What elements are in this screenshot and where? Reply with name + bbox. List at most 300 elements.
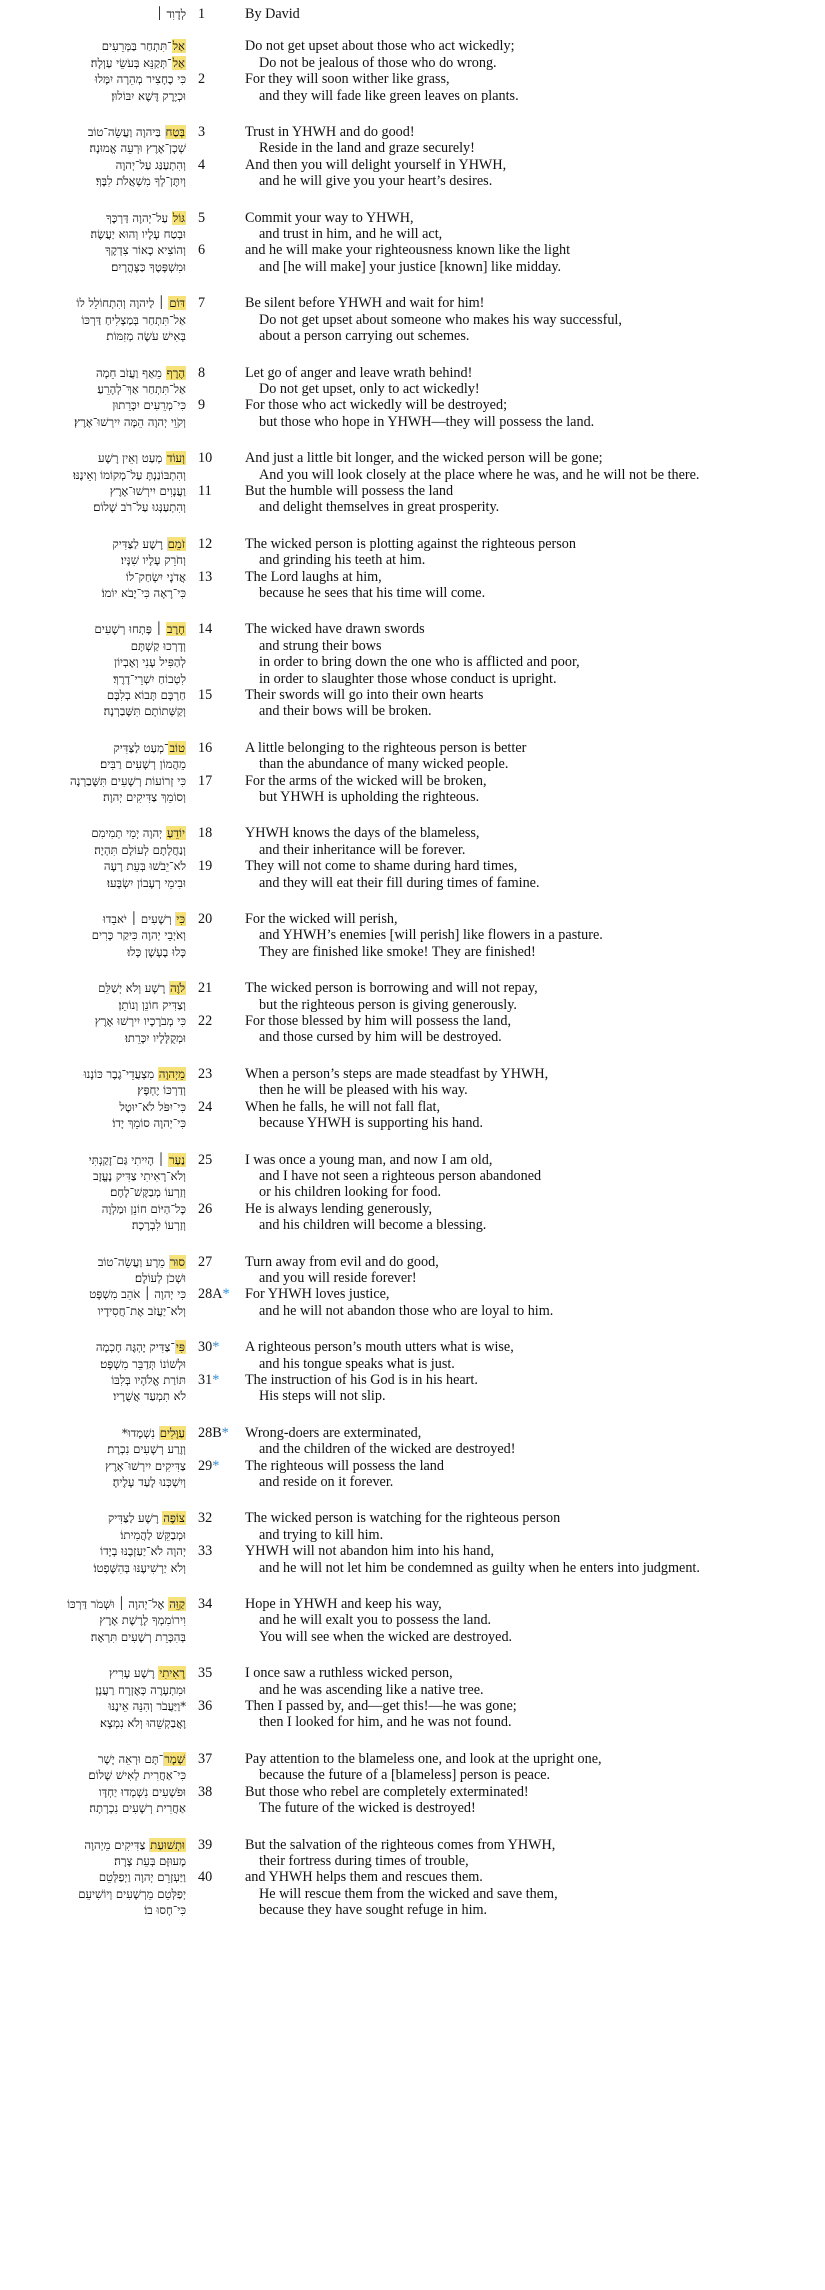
verse-number: 38 (198, 1783, 213, 1800)
hebrew-text: וְאֹיְבֵי יְהוָה כִּיקַר כָּרִים (91, 928, 186, 943)
verse-number: 3 (198, 124, 206, 141)
verse-text: The wicked have drawn swords (245, 621, 425, 638)
hebrew-line (0, 1152, 186, 1168)
verse-number: 22 (198, 1013, 213, 1030)
verse-line (198, 1902, 825, 1918)
verse-number (198, 1886, 245, 1902)
hebrew-line (0, 756, 186, 772)
hebrew-text: מִצְעֲדֵי־גֶבֶר כּוֹנָנוּ (83, 1066, 158, 1081)
verse-line (198, 1596, 825, 1612)
acrostic-letter-highlight: בְּטַח (165, 125, 185, 140)
hebrew-text: מֵאַף וַעֲזֹב חֵמָה (95, 365, 166, 380)
verse-text: Then I passed by, and—get this!—he was gone; (245, 1698, 517, 1715)
acrostic-letter-highlight: סוּר (169, 1254, 185, 1269)
acrostic-letter-highlight: פִּי (175, 1340, 185, 1355)
verse-text: Trust in YHWH and do good! (245, 124, 415, 141)
verse-text: I once saw a ruthless wicked person, (245, 1665, 453, 1682)
verse-text: and I have not seen a righteous person abandoned (259, 1167, 542, 1184)
verse-text: and trust in him, and he will act, (259, 226, 443, 243)
verse-line (198, 1303, 825, 1319)
verse-text: They will not come to shame during hard times, (245, 858, 518, 875)
hebrew-text: כִּי כֶחָצִיר מְהֵרָה יִמָּלוּ (94, 72, 186, 87)
verse-line (198, 1853, 825, 1869)
verse-text: Hope in YHWH and keep his way, (245, 1596, 442, 1613)
verse-text: For those blessed by him will possess the land, (245, 1013, 512, 1030)
verse-text: Their swords will go into their own hearts (245, 686, 484, 703)
verse-line (198, 858, 825, 874)
verse-number (198, 756, 245, 772)
hebrew-text: כִּי־יִפֹּל לֹא־יוּטָל (119, 1099, 186, 1114)
verse-number (198, 226, 245, 242)
hebrew-line (0, 467, 186, 483)
verse-number: 14 (198, 621, 213, 638)
verse-number (198, 140, 245, 156)
hebrew-text: לֹא־יֵבֹשׁוּ בְּעֵת רָעָה (103, 859, 186, 874)
verse-number (198, 1270, 245, 1286)
verse-number: 35 (198, 1665, 213, 1682)
hebrew-column (0, 1152, 186, 1234)
verse-line (198, 1886, 825, 1902)
hebrew-line (0, 1715, 186, 1731)
verse-text: When a person’s steps are made steadfast by YHWH, (245, 1065, 549, 1082)
verse-text: and YHWH’s enemies [will perish] like flowers in a pasture. (259, 927, 603, 944)
hebrew-text: וְדַרְכּוֹ יֶחְפָּץ׃ (137, 1083, 186, 1098)
hebrew-text: וְסוֹמֵךְ צַדִּיקִים יְהוָה׃ (103, 790, 186, 805)
verse-number (198, 1612, 245, 1628)
verse-number: 15 (198, 686, 213, 703)
hebrew-column (0, 38, 186, 104)
verse-line (198, 1152, 825, 1168)
hebrew-column (0, 1066, 186, 1132)
hebrew-line (0, 552, 186, 568)
acrostic-letter-highlight: עַוָּלִים (159, 1425, 185, 1440)
verse-line (198, 1560, 825, 1576)
hebrew-line (0, 1356, 186, 1372)
verse-line (198, 242, 825, 258)
verse-line (198, 703, 825, 719)
verse-line (198, 312, 825, 328)
stanza (0, 38, 825, 104)
verse-text: and the children of the wicked are destroyed! (259, 1441, 516, 1458)
hebrew-text: וְזַרְעוֹ לִבְרָכָה׃ (131, 1218, 186, 1233)
hebrew-column (0, 295, 186, 344)
hebrew-text: תּוֹרַת אֱלֹהָיו בְּלִבּוֹ (111, 1373, 186, 1387)
psalm-document (0, 6, 825, 1919)
hebrew-line (0, 789, 186, 805)
verse-line (198, 997, 825, 1013)
hebrew-text: עַל־יְהוָה דַּרְכֶּךָ (106, 210, 172, 225)
hebrew-text: מֵרָע וַעֲשֵׂה־טוֹב (97, 1254, 169, 1269)
verse-number (198, 1853, 245, 1869)
verse-number: 31* (198, 1371, 220, 1388)
hebrew-column (0, 1425, 186, 1491)
hebrew-text: וְזֶרַע רְשָׁעִים נִכְרָת׃ (107, 1442, 186, 1457)
acrostic-letter-highlight: גּוֹל (172, 210, 185, 225)
hebrew-line (0, 703, 186, 719)
verse-number (198, 1800, 245, 1816)
verse-line (198, 1099, 825, 1115)
hebrew-line (0, 1869, 186, 1885)
verse-line (198, 671, 825, 687)
hebrew-text: וְקַשְּׁתוֹתָם תִּשָּׁבַרְנָה׃ (103, 704, 186, 719)
hebrew-column (0, 1837, 186, 1919)
hebrew-line (0, 842, 186, 858)
verse-line (198, 397, 825, 413)
hebrew-line (0, 858, 186, 874)
verse-number (198, 1441, 245, 1457)
hebrew-text: רָשָׁע לַצַּדִּיק (112, 536, 167, 551)
hebrew-column (0, 210, 186, 276)
verse-text: For they will soon wither like grass, (245, 71, 450, 88)
verse-line (198, 1612, 825, 1628)
verse-text: and their bows will be broken. (259, 703, 432, 720)
verse-text: You will see when the wicked are destroyed. (259, 1628, 513, 1645)
hebrew-line (0, 1837, 186, 1853)
hebrew-line (0, 55, 186, 71)
hebrew-text: בְּהִכָּרֵת רְשָׁעִים תִּרְאֶה׃ (90, 1629, 186, 1644)
verse-line (198, 1372, 825, 1388)
verse-line (198, 1837, 825, 1853)
acrostic-letter-highlight: יוֹדֵעַ (166, 826, 185, 841)
hebrew-line (0, 638, 186, 654)
verse-text: Do not get upset, only to act wickedly! (259, 380, 480, 397)
verse-text: And just a little bit longer, and the wicked person will be gone; (245, 450, 603, 467)
reorder-asterisk-icon: * (212, 1457, 220, 1474)
hebrew-line (0, 1115, 186, 1131)
verse-number: 9 (198, 397, 206, 414)
hebrew-text: ־מְעַט לַצַּדִּיק (113, 740, 169, 755)
stanza (0, 1751, 825, 1817)
hebrew-text: כִּי מְבֹרָכָיו יִירְשׁוּ אָרֶץ (94, 1014, 186, 1029)
verse-line (198, 226, 825, 242)
verse-line (198, 687, 825, 703)
verse-number (198, 1560, 245, 1576)
hebrew-line (0, 1286, 186, 1302)
hebrew-text: רָשָׁע עָרִיץ (109, 1666, 159, 1681)
stanza (0, 1425, 825, 1491)
verse-text: and he will not let him be condemned as guilty when he enters into judgment. (259, 1559, 700, 1576)
hebrew-line (0, 1066, 186, 1082)
stanza (0, 1152, 825, 1234)
hebrew-text: יְהוָה יְמֵי תְמִימִם (91, 826, 166, 841)
verse-number (198, 638, 245, 654)
verse-text: But the salvation of the righteous comes from YHWH, (245, 1836, 556, 1853)
verse-number: 36 (198, 1698, 213, 1715)
hebrew-text: וִירוֹמִמְךָ לָרֶשֶׁת אָרֶץ (99, 1613, 186, 1628)
stanza (0, 911, 825, 960)
verse-number (198, 1388, 245, 1404)
verse-line (198, 621, 825, 637)
verse-number (198, 875, 245, 891)
hebrew-line (0, 1629, 186, 1645)
verse-line (198, 1201, 825, 1217)
verse-number: 12 (198, 535, 213, 552)
verse-text: and his children will become a blessing. (259, 1217, 487, 1234)
hebrew-text: נִשְׁמָדוּ* (121, 1425, 159, 1440)
verse-number: 6 (198, 242, 206, 259)
hebrew-line (0, 671, 186, 687)
hebrew-line (0, 1543, 186, 1559)
verse-number (198, 1217, 245, 1233)
verse-number (198, 927, 245, 943)
verse-number: 1 (198, 6, 206, 22)
acrostic-letter-highlight: דּוֹם (169, 296, 185, 311)
hebrew-text: ־תָּם וּרְאֵה יָשָׁר (97, 1751, 164, 1766)
verse-text: The wicked person is borrowing and will not repay, (245, 980, 538, 997)
hebrew-text: רְשָׁעִים ׀ יֹאבֵדוּ (102, 912, 176, 927)
hebrew-text: שְׁכָן־אֶרֶץ וּרְעֵה אֱמוּנָה׃ (89, 141, 186, 156)
verse-line (198, 638, 825, 654)
verse-number: 26 (198, 1200, 213, 1217)
verse-number: 29* (198, 1457, 220, 1474)
hebrew-column (0, 825, 186, 891)
hebrew-text: אַל־תִּתְחַר בְּמַצְלִיחַ דַּרְכּוֹ (81, 312, 186, 327)
verse-text: in order to bring down the one who is afflicted and poor, (259, 654, 580, 671)
stanza (0, 1837, 825, 1919)
verse-text: For the wicked will perish, (245, 911, 398, 928)
verse-text: then I looked for him, and he was not found. (259, 1714, 512, 1731)
acrostic-letter-highlight: מֵיְהוָה (158, 1066, 185, 1081)
verse-text: about a person carrying out schemes. (259, 328, 470, 345)
verse-line (198, 1458, 825, 1474)
acrostic-letter-highlight: לֹוֶה (169, 981, 185, 996)
acrostic-letter-highlight: כִּי (176, 912, 185, 927)
verse-text: But the humble will possess the land (245, 482, 454, 499)
hebrew-line (0, 381, 186, 397)
hebrew-text: יְהוָה לֹא־יַעַזְבֶנּוּ בְיָדוֹ (100, 1544, 186, 1559)
hebrew-line (0, 773, 186, 789)
verse-line (198, 1751, 825, 1767)
hebrew-text: *וַיַּעֲבֹר וְהִנֵּה אֵינֶנּוּ (108, 1699, 186, 1714)
verse-text: and he was ascending like a native tree. (259, 1681, 484, 1698)
hebrew-line (0, 1184, 186, 1200)
hebrew-line (0, 1902, 186, 1918)
hebrew-text: רָשָׁע וְלֹא יְשַׁלֵּם (98, 981, 169, 996)
verse-number: 39 (198, 1836, 213, 1853)
hebrew-line (0, 397, 186, 413)
verse-number: 28B* (198, 1424, 229, 1441)
hebrew-text: וּמְקֻלָּלָיו יִכָּרֵתוּ׃ (124, 1030, 186, 1045)
verse-number: 21 (198, 980, 213, 997)
acrostic-letter-highlight: רָאִיתִי (159, 1666, 185, 1681)
verse-number (198, 703, 245, 719)
hebrew-line (0, 1270, 186, 1286)
hebrew-column (0, 536, 186, 602)
hebrew-line (0, 1527, 186, 1543)
verse-number (198, 88, 245, 104)
hebrew-line (0, 911, 186, 927)
verse-line (198, 210, 825, 226)
verse-text: The wicked person is plotting against the righteous person (245, 535, 576, 552)
hebrew-text: לֹא תִמְעַד אֲשֻׁרָיו׃ (113, 1389, 186, 1404)
hebrew-line (0, 740, 186, 756)
verse-number (198, 552, 245, 568)
acrostic-letter-highlight: וְעוֹד (166, 451, 185, 466)
stanza-list (0, 38, 825, 1918)
verse-text: Reside in the land and graze securely! (259, 140, 475, 157)
verse-line (198, 1665, 825, 1681)
verse-number (198, 1682, 245, 1698)
verse-text: And then you will delight yourself in YHWH, (245, 156, 507, 173)
verse-line (198, 124, 825, 140)
hebrew-text: וְהִתְבּוֹנַנְתָּ עַל־מְקוֹמוֹ וְאֵינֶנּוּ׃ (72, 467, 186, 482)
hebrew-line (0, 1853, 186, 1869)
verse-line (198, 157, 825, 173)
hebrew-line (0, 295, 186, 311)
verse-line (198, 927, 825, 943)
hebrew-text: וַיַּעְזְרֵם יְהוָה וַיְפַלְּטֵם (98, 1870, 186, 1885)
verse-line (198, 1527, 825, 1543)
verse-text: their fortress during times of trouble, (259, 1852, 469, 1869)
verse-line (198, 365, 825, 381)
verse-line (198, 1029, 825, 1045)
hebrew-text: רָשָׁע לַצַּדִּיק (108, 1511, 163, 1526)
hebrew-line (0, 1013, 186, 1029)
verse-line (198, 536, 825, 552)
hebrew-text: ׀ פָּתְחוּ רְשָׁעִים (94, 622, 166, 637)
verse-number: 34 (198, 1596, 213, 1613)
verse-line (198, 1425, 825, 1441)
hebrew-line (0, 585, 186, 601)
stanza (0, 621, 825, 719)
hebrew-line (0, 1665, 186, 1681)
hebrew-line (0, 1698, 186, 1714)
hebrew-line (0, 1612, 186, 1628)
verse-text: I was once a young man, and now I am old, (245, 1151, 493, 1168)
hebrew-line (0, 71, 186, 87)
hebrew-text: וָאֲבַקְשֵׁהוּ וְלֹא נִמְצָא׃ (100, 1715, 186, 1730)
verse-number (198, 671, 245, 687)
hebrew-text: בְּאִישׁ עֹשֶׂה מְזִמּוֹת׃ (106, 329, 186, 344)
verse-line (198, 1184, 825, 1200)
hebrew-title: לְדָוִד ׀ (156, 7, 186, 21)
stanza (0, 365, 825, 431)
acrostic-letter-highlight: וּתְשׁוּעַת (150, 1837, 185, 1852)
verse-line (198, 980, 825, 996)
verse-text: Turn away from evil and do good, (245, 1253, 439, 1270)
verse-number (198, 842, 245, 858)
verse-text: and he will make your righteousness known like the light (245, 242, 571, 259)
verse-line (198, 414, 825, 430)
verse-text: YHWH will not abandon him into his hand, (245, 1543, 495, 1560)
verse-line (198, 1698, 825, 1714)
hebrew-line (0, 944, 186, 960)
stanza (0, 1254, 825, 1320)
verse-number: 10 (198, 450, 213, 467)
verse-text: Be silent before YHWH and wait for him! (245, 295, 485, 312)
verse-text: When he falls, he will not fall flat, (245, 1098, 441, 1115)
hebrew-line (0, 1886, 186, 1902)
hebrew-text: וְלֹא־יַעֲזֹב אֶת־חֲסִידָיו (97, 1303, 186, 1318)
hebrew-text: אַל־תִּתְחַר אַךְ־לְהָרֵעַ׃ (97, 381, 186, 396)
hebrew-line (0, 1441, 186, 1457)
hebrew-text: וְחֹרֵק עָלָיו שִׁנָּיו׃ (120, 553, 186, 568)
verse-number (198, 1474, 245, 1490)
hebrew-column (0, 911, 186, 960)
verse-line (198, 467, 825, 483)
acrostic-letter-highlight: זֹמֵם (167, 536, 185, 551)
verse-number (198, 944, 245, 960)
verse-line (198, 259, 825, 275)
hebrew-line (0, 1510, 186, 1526)
verse-number: 23 (198, 1065, 213, 1082)
verse-text: and he will not abandon those who are loyal to him. (259, 1302, 554, 1319)
reorder-asterisk-icon: * (212, 1371, 220, 1388)
verse-number (198, 381, 245, 397)
hebrew-line (0, 312, 186, 328)
hebrew-column (0, 740, 186, 806)
verse-number (198, 1082, 245, 1098)
verse-number (198, 55, 245, 71)
hebrew-line (0, 414, 186, 430)
verse-line (198, 756, 825, 772)
verse-number: 19 (198, 858, 213, 875)
hebrew-text: כִּי־מְרֵעִים יִכָּרֵתוּן (112, 398, 186, 413)
verse-line (198, 1388, 825, 1404)
verse-number (198, 1303, 245, 1319)
verse-text: A righteous person’s mouth utters what is wise, (245, 1339, 514, 1356)
verse-line (198, 55, 825, 71)
verse-text: or his children looking for food. (259, 1184, 442, 1201)
reorder-asterisk-icon: * (221, 1424, 229, 1441)
verse-text: and you will reside forever! (259, 1269, 417, 1286)
verse-number (198, 173, 245, 189)
verse-line (198, 1168, 825, 1184)
verse-text: and he will give you your heart’s desires. (259, 173, 493, 190)
verse-number: 11 (198, 482, 212, 499)
verse-line (198, 1629, 825, 1645)
verse-number (198, 1902, 245, 1918)
hebrew-line (0, 1425, 186, 1441)
hebrew-text: ׀ לַיהוָה וְהִתְחוֹלֵל לוֹ (76, 296, 169, 311)
hebrew-line (0, 1082, 186, 1098)
verse-number: 2 (198, 71, 206, 88)
hebrew-text: בַּיהוָה וַעֲשֵׂה־טוֹב (87, 125, 165, 140)
verse-number (198, 1767, 245, 1783)
verse-number (198, 1356, 245, 1372)
hebrew-column (0, 450, 186, 516)
hebrew-line (0, 1458, 186, 1474)
acrostic-letter-highlight: טוֹב (169, 740, 185, 755)
hebrew-column (0, 980, 186, 1046)
verse-line (198, 825, 825, 841)
verse-line (198, 1800, 825, 1816)
verse-text: and trying to kill him. (259, 1526, 384, 1543)
verse-text: and delight themselves in great prosperity. (259, 499, 500, 516)
verse-line (198, 654, 825, 670)
hebrew-line (0, 621, 186, 637)
acrostic-letter-highlight: נַעַר (168, 1152, 185, 1167)
hebrew-text: וְדָרְכוּ קַשְׁתָּם (130, 638, 186, 653)
hebrew-line (0, 210, 186, 226)
hebrew-text: וְלֹא יַרְשִׁיעֶנּוּ בְּהִשָּׁפְטוֹ׃ (93, 1560, 186, 1575)
verse-line (198, 1784, 825, 1800)
verse-line (198, 1767, 825, 1783)
verse-text: Do not be jealous of those who do wrong. (259, 54, 497, 71)
hebrew-column (0, 1339, 186, 1405)
hebrew-line (0, 1254, 186, 1270)
acrostic-letter-highlight: אַל (172, 55, 185, 70)
verse-line (198, 328, 825, 344)
verse-line (198, 1869, 825, 1885)
verse-text: than the abundance of many wicked people. (259, 756, 509, 773)
hebrew-text: אֶל־יְהוָה ׀ וּשְׁמֹר דַּרְכּוֹ (67, 1597, 169, 1612)
verse-number: 32 (198, 1510, 213, 1527)
verse-text: but the righteous person is giving generously. (259, 996, 517, 1013)
verse-text: For the arms of the wicked will be broken, (245, 772, 487, 789)
verse-text: and they will eat their fill during times of famine. (259, 874, 540, 891)
hebrew-text: וְצַדִּיק חוֹנֵן וְנוֹתֵן׃ (118, 997, 186, 1012)
